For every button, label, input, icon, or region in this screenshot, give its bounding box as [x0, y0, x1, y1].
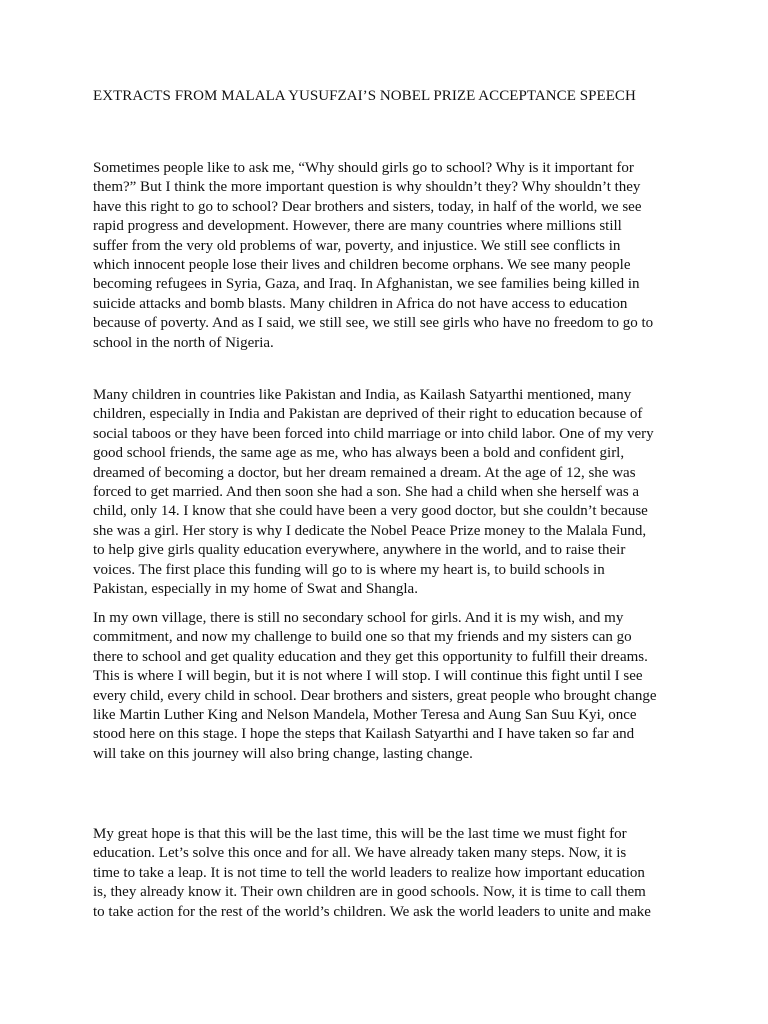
text-line: stood here on this stage. I hope the steps that Kailash Satyarthi and I have taken so far and — [93, 726, 635, 743]
text-line: commitment, and now my challenge to build one so that my friends and my sisters can go — [93, 629, 632, 646]
document-title: EXTRACTS FROM MALALA YUSUFZAI’S NOBEL PRIZE ACCEPTANCE SPEECH — [93, 88, 636, 104]
text-line: will take on this journey will also bring change, lasting change. — [93, 745, 473, 762]
text-line: like Martin Luther King and Nelson Mandela, Mother Teresa and Aung San Suu Kyi, once — [93, 707, 637, 724]
text-line: have this right to go to school? Dear brothers and sisters, today, in half of the world, we see — [93, 198, 642, 215]
paragraph-2 — [93, 386, 654, 599]
text-line: there to school and get quality education and they get this opportunity to fulfill their dreams. — [93, 648, 648, 665]
text-line: My great hope is that this will be the last time, this will be the last time we must fight for — [93, 826, 627, 842]
text-line: to take action for the rest of the world’s children. We ask the world leaders to unite and make — [93, 903, 651, 920]
text-line: which innocent people lose their lives and children become orphans. We see many people — [93, 257, 631, 274]
text-line: suffer from the very old problems of war, poverty, and injustice. We still see conflicts in — [93, 237, 621, 254]
text-line: forced to get married. And then soon she had a son. She had a child when she herself was a — [93, 484, 640, 501]
text-line: This is where I will begin, but it is not where I will stop. I will continue this fight until I see — [93, 668, 643, 685]
text-line: to help give girls quality education everywhere, anywhere in the world, and to raise their — [93, 542, 626, 559]
text-line: Many children in countries like Pakistan and India, as Kailash Satyarthi mentioned, many — [93, 387, 632, 403]
text-line: good school friends, the same age as me, who has always been a bold and confident girl, — [93, 445, 625, 462]
text-line: children, especially in India and Pakistan are deprived of their right to education because of — [93, 406, 643, 423]
text-line: dreamed of becoming a doctor, but her dream remained a dream. At the age of 12, she was — [93, 464, 636, 481]
text-line: because of poverty. And as I said, we still see, we still see girls who have no freedom to go to — [93, 315, 654, 332]
paragraph-4 — [93, 825, 651, 922]
text-line: suicide attacks and bomb blasts. Many children in Africa do not have access to education — [93, 295, 628, 312]
text-line: she was a girl. Her story is why I dedicate the Nobel Peace Prize money to the Malala Fund, — [93, 522, 647, 539]
paragraph-3 — [93, 609, 657, 764]
text-line: In my own village, there is still no secondary school for girls. And it is my wish, and my — [93, 610, 624, 626]
text-line: education. Let’s solve this once and for all. We have already taken many steps. Now, it is — [93, 845, 627, 862]
text-line: time to take a leap. It is not time to tell the world leaders to realize how important education — [93, 864, 645, 881]
text-line: Sometimes people like to ask me, “Why should girls go to school? Why is it important for — [93, 160, 634, 176]
text-line: rapid progress and development. However, there are many countries where millions still — [93, 218, 622, 235]
text-line: child, only 14. I know that she could have been a very good doctor, but she couldn’t because — [93, 503, 648, 520]
text-line: school in the north of Nigeria. — [93, 334, 274, 351]
text-line: social taboos or they have been forced into child marriage or into child labor. One of my very — [93, 425, 654, 442]
text-line: is, they already know it. Their own children are in good schools. Now, it is time to call them — [93, 884, 646, 901]
text-line: Pakistan, especially in my home of Swat and Shangla. — [93, 581, 418, 598]
text-line: becoming refugees in Syria, Gaza, and Iraq. In Afghanistan, we see families being killed in — [93, 276, 640, 293]
text-line: them?” But I think the more important question is why shouldn’t they? Why shouldn’t they — [93, 179, 641, 196]
text-line: voices. The first place this funding will go to is where my heart is, to build schools in — [93, 561, 605, 578]
paragraph-1 — [93, 159, 653, 353]
text-line: every child, every child in school. Dear brothers and sisters, great people who brought change — [93, 687, 657, 704]
